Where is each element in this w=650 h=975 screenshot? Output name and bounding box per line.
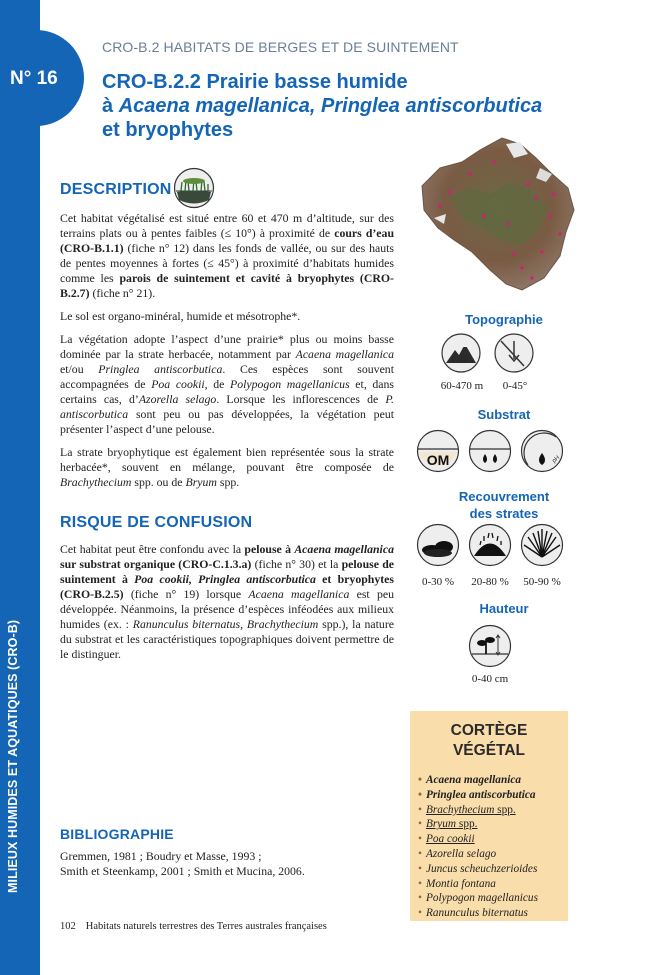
distribution-map-image [410, 128, 580, 298]
title-line-3: et bryophytes [102, 119, 234, 141]
title-prefix: à [102, 95, 119, 117]
species-item: • Juncus scheuchzerioides [418, 862, 568, 877]
svg-text:pH: pH [551, 455, 562, 465]
coverage-heading-line-2: des strates [469, 506, 539, 521]
book-title: Habitats naturels terrestres des Terres australes françaises [85, 921, 327, 932]
species-item: • Montia fontana [418, 877, 568, 892]
slope-angle-icon [494, 333, 534, 373]
species-item: • Pringlea antiscorbutica [418, 788, 568, 803]
plant-list-box [410, 711, 568, 921]
coverage-heading [420, 488, 588, 522]
topography-heading: Topographie [465, 312, 543, 327]
bibliography-line-1: Gremmen, 1981 ; Boudry et Masse, 1993 ; [60, 849, 262, 863]
description-paragraph-4: La strate bryophytique est également bien représentée sous la strate herbacée*, souvent en mélange, pouvant être composée de Brachythecium spp. ou de Bryum spp. [60, 445, 394, 489]
description-heading: DESCRIPTION [60, 181, 172, 198]
page-number: 102 [60, 921, 76, 932]
sidebar-label: MILIEUX HUMIDES ET AQUATIQUES (CRO-B) [6, 619, 20, 893]
species-list [410, 773, 568, 921]
description-paragraph-2: Le sol est organo-minéral, humide et mésotrophe*. [60, 309, 301, 323]
species-item: • Acaena magellanica [418, 773, 568, 788]
page-footer [60, 921, 327, 932]
mountain-altitude-icon [441, 333, 481, 373]
confusion-heading: RISQUE DE CONFUSION [60, 514, 253, 531]
species-item: • Polypogon magellanicus [418, 891, 568, 906]
humidity-drops-icon [468, 429, 512, 473]
organic-soil-icon [416, 429, 460, 473]
species-item: • Bryum spp. [418, 817, 568, 832]
title-species: Acaena magellanica, Pringlea antiscorbutica [118, 95, 543, 117]
confusion-body [60, 542, 394, 670]
coverage-heading-line-1: Recouvrement [458, 489, 550, 504]
height-heading: Hauteur [479, 601, 529, 616]
species-item: • Poa cookii [418, 832, 568, 847]
soil-ph-icon [520, 429, 564, 473]
species-item: • Azorella selago [418, 847, 568, 862]
sheet-number-badge [0, 30, 84, 126]
coverage-grass-value: 50-90 % [523, 576, 561, 588]
title-line-1: CRO-B.2.2 Prairie basse humide [102, 71, 408, 93]
altitude-range: 60-470 m [440, 380, 484, 392]
plant-list-title-line-1: CORTÈGE [450, 722, 528, 739]
bibliography-body [60, 849, 305, 879]
plant-height-icon [468, 624, 512, 668]
title-line-2 [102, 94, 582, 118]
category-heading: CRO-B.2 HABITATS DE BERGES ET DE SUINTEMENT [102, 39, 459, 55]
bibliography-line-2: Smith et Steenkamp, 2001 ; Smith et Mucina, 2006. [60, 864, 305, 878]
height-value: 0-40 cm [471, 673, 509, 685]
svg-text:OM: OM [426, 452, 450, 468]
species-item: • Brachythecium spp. [418, 803, 568, 818]
description-body [60, 211, 394, 498]
bibliography-heading: BIBLIOGRAPHIE [60, 826, 174, 842]
slope-range: 0-45° [502, 380, 528, 392]
coverage-herb-value: 20-80 % [471, 576, 509, 588]
plant-list-title-line-2: VÉGÉTAL [452, 742, 526, 759]
substrate-heading: Substrat [477, 407, 531, 422]
coverage-moss-value: 0-30 % [421, 576, 455, 588]
moss-layer-icon [416, 523, 460, 567]
sidebar-band [0, 0, 40, 975]
confusion-paragraph: Cet habitat peut être confondu avec la pelouse à Acaena magellanica sur substrat organique (CRO-C.1.3.a) (fiche n° 30) et la pelouse de suintement à Poa cookii, Pringlea antiscorbutica et bryophytes (CRO-B.2.5) (fiche n° 19) lorsque Acaena magellanica est peu développée. Néanmoins, la présence d’espèces inféodées aux milieux humides (ex. : Ranunculus biternatus, Brachythecium spp.), la nature du substrat et les caractéristiques topographiques doivent permettre de le distinguer. [60, 542, 394, 661]
plant-list-title [410, 721, 568, 761]
description-paragraph-1: Cet habitat végétalisé est situé entre 60 et 470 m d’altitude, sur des terrains plats ou à pentes faibles (≤ 10°) à proximité de cours d’eau (CRO-B.1.1) (fiche n° 12) dans les fonds de vallée, ou sur des hauts de pentes moyennes à fortes (≤ 45°) à proximité d’habitats humides comme les parois de suintement et cavité à bryophytes (CRO-B.2.7) (fiche n° 21). [60, 211, 395, 300]
description-paragraph-3: La végétation adopte l’aspect d’une prairie* plus ou moins basse dominée par la strate herbacée, notamment par Acaena magellanica et/ou Pringlea antiscorbutica. Ces espèces sont souvent accompagnées de Poa cookii, de Polypogon magellanicus et, dans certains cas, d’Azorella selago. Lorsque les inflorescences de P. antiscorbutica sont peu ou pas développées, la végétation peut présenter l’aspect d’une pelouse. [60, 332, 395, 436]
species-item: • Ranunculus biternatus [418, 906, 568, 921]
sheet-number: N° 16 [10, 68, 58, 89]
habitat-meadow-icon [173, 167, 215, 209]
grass-tuft-icon [520, 523, 564, 567]
herbaceous-layer-icon [468, 523, 512, 567]
